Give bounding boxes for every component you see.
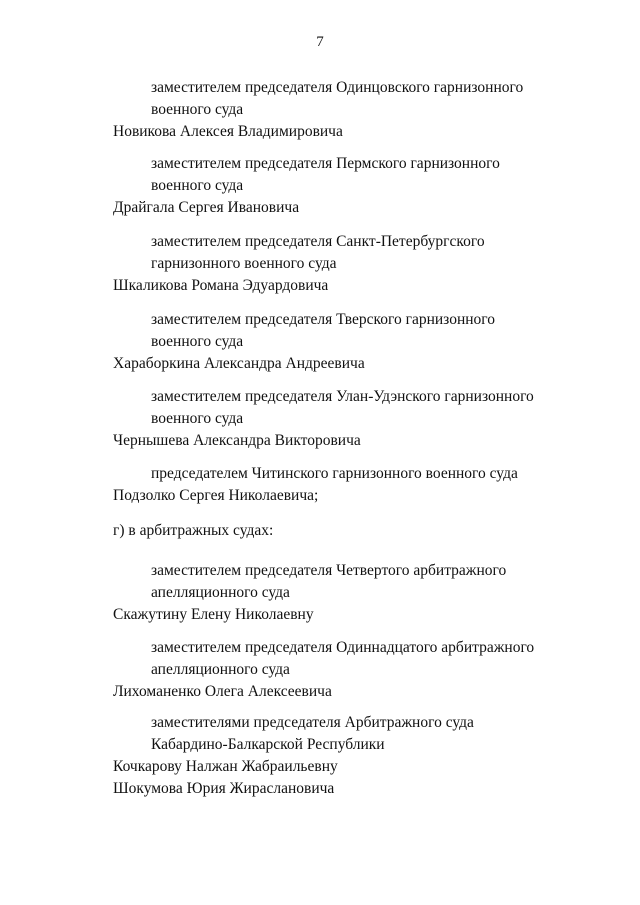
position-line: военного суда	[151, 101, 244, 118]
position-line: заместителем председателя Одиннадцатого арбитражного	[151, 639, 535, 656]
position-line: председателем Читинского гарнизонного военного суда	[151, 465, 518, 482]
appointment-entry	[0, 153, 640, 219]
appointment-entry	[0, 231, 640, 297]
appointment-entry	[0, 463, 640, 507]
appointee-name: Шкаликова Романа Эдуардовича	[113, 277, 329, 294]
position-line: заместителем председателя Санкт-Петербургского	[151, 233, 485, 250]
position-line: апелляционного суда	[151, 584, 290, 601]
appointment-entry	[0, 77, 640, 143]
appointee-name: Скажутину Елену Николаевну	[113, 606, 314, 623]
position-line: апелляционного суда	[151, 661, 290, 678]
section-heading	[0, 520, 640, 542]
appointee-name: Лихоманенко Олега Алексеевича	[113, 683, 332, 700]
appointee-name: Хараборкина Александра Андреевича	[113, 355, 365, 372]
appointee-name: Драйгала Сергея Ивановича	[113, 199, 300, 216]
appointee-name: Кочкарову Налжан Жабраильевну	[113, 758, 338, 775]
position-line: заместителем председателя Пермского гарнизонного	[151, 155, 500, 172]
appointment-entry	[0, 712, 640, 800]
position-line: заместителем председателя Улан-Удэнского гарнизонного	[151, 388, 534, 405]
section-heading-text: г) в арбитражных судах:	[113, 522, 274, 539]
position-line: Кабардино-Балкарской Республики	[151, 736, 385, 753]
appointee-name: Подзолко Сергея Николаевича;	[113, 487, 319, 504]
position-line: заместителями председателя Арбитражного суда	[151, 714, 474, 731]
position-line: военного суда	[151, 333, 244, 350]
appointee-name: Шокумова Юрия Жираслановича	[113, 780, 335, 797]
position-line: заместителем председателя Тверского гарнизонного	[151, 311, 496, 328]
position-line: заместителем председателя Четвертого арбитражного	[151, 562, 507, 579]
page-number: 7	[316, 34, 324, 50]
appointee-name: Чернышева Александра Викторовича	[113, 432, 361, 449]
appointment-entry	[0, 386, 640, 452]
appointment-entry	[0, 560, 640, 626]
appointee-name: Новикова Алексея Владимировича	[113, 123, 343, 140]
position-line: гарнизонного военного суда	[151, 255, 337, 272]
appointment-entry	[0, 309, 640, 375]
position-line: военного суда	[151, 410, 244, 427]
position-line: заместителем председателя Одинцовского гарнизонного	[151, 79, 524, 96]
position-line: военного суда	[151, 177, 244, 194]
appointment-entry	[0, 637, 640, 703]
